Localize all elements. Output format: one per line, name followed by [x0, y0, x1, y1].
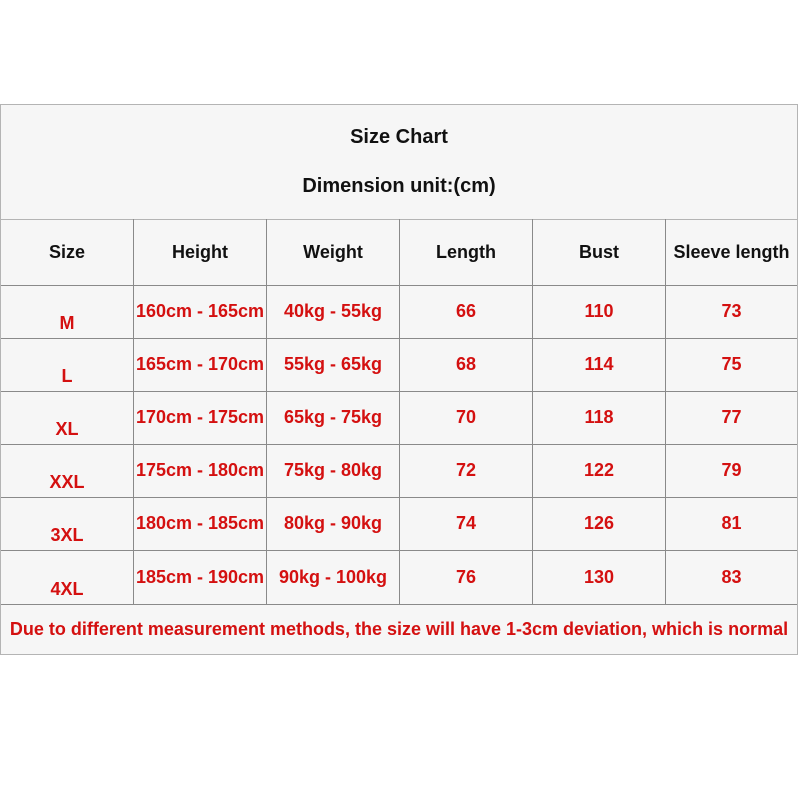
header-size: Size: [48, 241, 86, 262]
cell-height: 165cm - 170cm: [133, 338, 266, 391]
cell-height: 175cm - 180cm: [133, 444, 266, 497]
cell-size: L: [61, 366, 73, 386]
table-row: [1, 338, 797, 392]
cell-bust: 126: [532, 497, 665, 550]
cell-size: M: [59, 313, 75, 333]
cell-length: 72: [399, 444, 532, 497]
cell-sleeve-length: 75: [665, 338, 797, 391]
table-row: [1, 285, 797, 339]
header-weight: Weight: [266, 219, 399, 285]
cell-size: XXL: [49, 472, 85, 492]
table-row: [1, 391, 797, 445]
cell-size: 4XL: [50, 579, 84, 599]
size-chart: [0, 104, 798, 655]
cell-sleeve-length: 79: [665, 444, 797, 497]
size-table: [1, 219, 797, 604]
cell-length: 76: [399, 550, 532, 604]
table-row: [1, 550, 797, 605]
title-block: [1, 105, 797, 220]
cell-sleeve-length: 83: [665, 550, 797, 604]
cell-height: 180cm - 185cm: [133, 497, 266, 550]
cell-length: 74: [399, 497, 532, 550]
cell-weight: 90kg - 100kg: [266, 550, 399, 604]
cell-length: 68: [399, 338, 532, 391]
cell-bust: 118: [532, 391, 665, 444]
cell-height: 170cm - 175cm: [133, 391, 266, 444]
header-length: Length: [399, 219, 532, 285]
cell-bust: 130: [532, 550, 665, 604]
deviation-note: Due to different measurement methods, the size will have 1-3cm deviation, which is normal: [9, 618, 789, 639]
cell-bust: 110: [532, 285, 665, 338]
cell-weight: 75kg - 80kg: [266, 444, 399, 497]
header-sleeve-length: Sleeve length: [665, 219, 797, 285]
table-header-row: [1, 219, 797, 286]
cell-bust: 114: [532, 338, 665, 391]
header-height: Height: [133, 219, 266, 285]
cell-height: 160cm - 165cm: [133, 285, 266, 338]
cell-size: 3XL: [50, 525, 84, 545]
cell-size: XL: [55, 419, 79, 439]
cell-length: 66: [399, 285, 532, 338]
table-row: [1, 497, 797, 551]
cell-length: 70: [399, 391, 532, 444]
cell-height: 185cm - 190cm: [133, 550, 266, 604]
cell-weight: 55kg - 65kg: [266, 338, 399, 391]
cell-weight: 80kg - 90kg: [266, 497, 399, 550]
header-bust: Bust: [532, 219, 665, 285]
cell-weight: 40kg - 55kg: [266, 285, 399, 338]
table-row: [1, 444, 797, 498]
dimension-unit: Dimension unit:(cm): [302, 175, 496, 197]
cell-sleeve-length: 77: [665, 391, 797, 444]
cell-bust: 122: [532, 444, 665, 497]
cell-sleeve-length: 81: [665, 497, 797, 550]
cell-sleeve-length: 73: [665, 285, 797, 338]
cell-weight: 65kg - 75kg: [266, 391, 399, 444]
chart-title: Size Chart: [350, 126, 448, 148]
